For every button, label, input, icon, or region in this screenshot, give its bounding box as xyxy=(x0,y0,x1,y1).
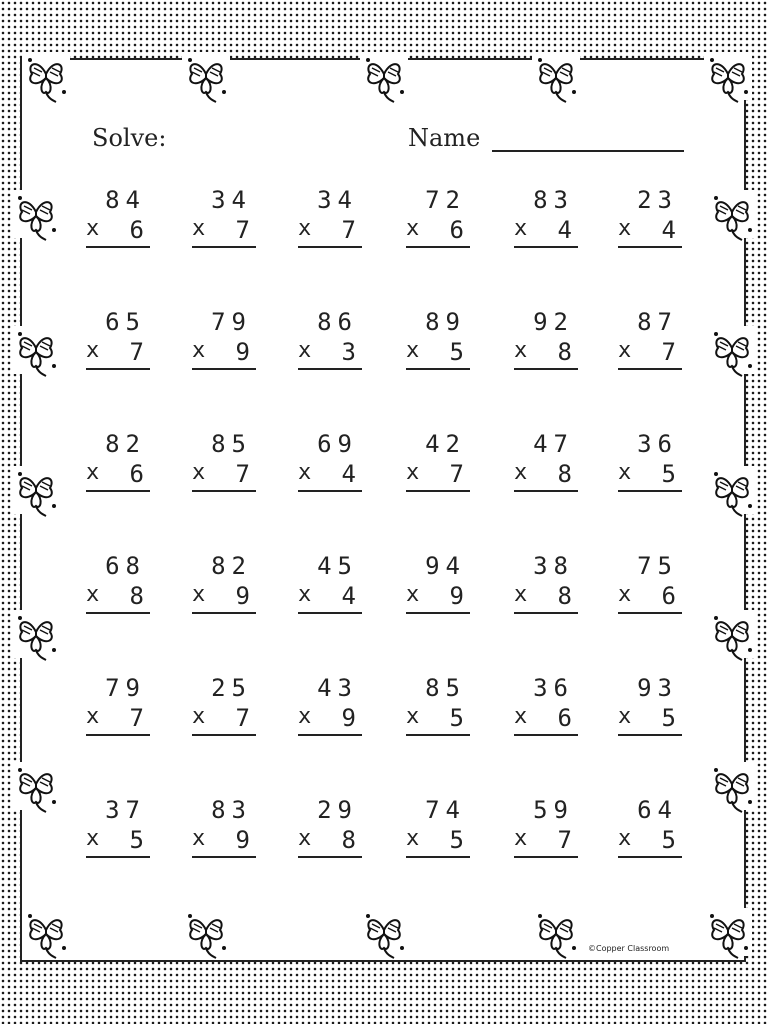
times-sign: x xyxy=(514,582,528,607)
multiplier: 7 xyxy=(449,460,464,488)
multiplicand: 87 xyxy=(637,308,678,336)
multiplier: 7 xyxy=(341,216,356,244)
answer-line[interactable] xyxy=(192,246,256,248)
clover-icon xyxy=(8,186,64,242)
multiplier: 6 xyxy=(661,582,676,610)
times-sign: x xyxy=(406,582,420,607)
multiplicand: 83 xyxy=(533,186,574,214)
times-sign: x xyxy=(514,338,528,363)
multiplicand: 47 xyxy=(533,430,574,458)
math-problem xyxy=(192,552,256,624)
times-sign: x xyxy=(86,216,100,241)
multiplicand: 29 xyxy=(317,796,358,824)
multiplier: 8 xyxy=(341,826,356,854)
clover-icon xyxy=(8,322,64,378)
multiplier: 8 xyxy=(129,582,144,610)
math-problem xyxy=(298,674,362,746)
multiplier: 7 xyxy=(129,338,144,366)
answer-line[interactable] xyxy=(192,612,256,614)
multiplier: 9 xyxy=(235,338,250,366)
multiplicand: 72 xyxy=(425,186,466,214)
answer-line[interactable] xyxy=(86,368,150,370)
math-problem xyxy=(618,552,682,624)
times-sign: x xyxy=(514,826,528,851)
answer-line[interactable] xyxy=(406,490,470,492)
times-sign: x xyxy=(192,216,206,241)
answer-line[interactable] xyxy=(406,368,470,370)
multiplicand: 79 xyxy=(211,308,252,336)
clover-icon xyxy=(178,48,234,104)
times-sign: x xyxy=(298,338,312,363)
multiplier: 5 xyxy=(449,338,464,366)
multiplicand: 82 xyxy=(211,552,252,580)
multiplicand: 83 xyxy=(211,796,252,824)
multiplier: 5 xyxy=(449,826,464,854)
multiplier: 7 xyxy=(235,460,250,488)
math-problem xyxy=(298,796,362,868)
multiplier: 5 xyxy=(661,460,676,488)
multiplicand: 64 xyxy=(637,796,678,824)
math-problem xyxy=(514,308,578,380)
multiplier: 8 xyxy=(557,460,572,488)
clover-icon xyxy=(704,758,760,814)
clover-icon xyxy=(700,48,756,104)
clover-icon xyxy=(356,904,412,960)
multiplicand: 36 xyxy=(533,674,574,702)
clover-icon xyxy=(704,186,760,242)
multiplier: 9 xyxy=(341,704,356,732)
math-problem xyxy=(618,308,682,380)
answer-line[interactable] xyxy=(618,612,682,614)
clover-icon xyxy=(704,322,760,378)
times-sign: x xyxy=(86,704,100,729)
times-sign: x xyxy=(406,460,420,485)
times-sign: x xyxy=(298,216,312,241)
multiplicand: 94 xyxy=(425,552,466,580)
answer-line[interactable] xyxy=(86,490,150,492)
answer-line[interactable] xyxy=(86,856,150,858)
clover-icon xyxy=(8,758,64,814)
multiplicand: 92 xyxy=(533,308,574,336)
multiplicand: 86 xyxy=(317,308,358,336)
multiplier: 4 xyxy=(661,216,676,244)
times-sign: x xyxy=(192,826,206,851)
times-sign: x xyxy=(618,704,632,729)
math-problem xyxy=(86,674,150,746)
answer-line[interactable] xyxy=(406,246,470,248)
multiplier: 4 xyxy=(341,460,356,488)
clover-icon xyxy=(528,904,584,960)
clover-icon xyxy=(18,48,74,104)
problem-grid xyxy=(86,186,686,886)
multiplier: 7 xyxy=(129,704,144,732)
multiplier: 4 xyxy=(557,216,572,244)
multiplicand: 79 xyxy=(105,674,146,702)
multiplier: 7 xyxy=(235,704,250,732)
multiplier: 6 xyxy=(557,704,572,732)
answer-line[interactable] xyxy=(86,246,150,248)
math-problem xyxy=(192,308,256,380)
answer-line[interactable] xyxy=(618,368,682,370)
math-problem xyxy=(514,430,578,502)
multiplier: 7 xyxy=(557,826,572,854)
math-problem xyxy=(298,552,362,624)
multiplicand: 84 xyxy=(105,186,146,214)
answer-line[interactable] xyxy=(406,612,470,614)
multiplier: 5 xyxy=(129,826,144,854)
math-problem xyxy=(618,186,682,258)
multiplier: 5 xyxy=(449,704,464,732)
multiplicand: 85 xyxy=(425,674,466,702)
times-sign: x xyxy=(86,338,100,363)
times-sign: x xyxy=(618,826,632,851)
times-sign: x xyxy=(406,216,420,241)
times-sign: x xyxy=(406,704,420,729)
worksheet-header xyxy=(92,124,692,164)
math-problem xyxy=(406,308,470,380)
math-problem xyxy=(406,186,470,258)
answer-line[interactable] xyxy=(298,490,362,492)
times-sign: x xyxy=(192,704,206,729)
multiplicand: 43 xyxy=(317,674,358,702)
multiplicand: 69 xyxy=(317,430,358,458)
multiplier: 7 xyxy=(661,338,676,366)
multiplier: 3 xyxy=(341,338,356,366)
math-problem xyxy=(618,796,682,868)
math-problem xyxy=(514,186,578,258)
times-sign: x xyxy=(618,216,632,241)
clover-icon xyxy=(528,48,584,104)
times-sign: x xyxy=(406,826,420,851)
times-sign: x xyxy=(86,582,100,607)
math-problem xyxy=(86,430,150,502)
answer-line[interactable] xyxy=(618,856,682,858)
math-problem xyxy=(192,674,256,746)
multiplier: 9 xyxy=(235,826,250,854)
answer-line[interactable] xyxy=(86,734,150,736)
multiplier: 8 xyxy=(557,582,572,610)
math-problem xyxy=(618,674,682,746)
answer-line[interactable] xyxy=(618,490,682,492)
clover-icon xyxy=(356,48,412,104)
multiplicand: 68 xyxy=(105,552,146,580)
math-problem xyxy=(298,430,362,502)
times-sign: x xyxy=(514,216,528,241)
times-sign: x xyxy=(298,826,312,851)
multiplier: 9 xyxy=(235,582,250,610)
multiplicand: 25 xyxy=(211,674,252,702)
clover-icon xyxy=(8,606,64,662)
multiplier: 6 xyxy=(129,216,144,244)
answer-line[interactable] xyxy=(514,734,578,736)
times-sign: x xyxy=(192,582,206,607)
multiplicand: 74 xyxy=(425,796,466,824)
math-problem xyxy=(192,186,256,258)
clover-icon xyxy=(704,606,760,662)
math-problem xyxy=(192,430,256,502)
times-sign: x xyxy=(618,338,632,363)
multiplicand: 34 xyxy=(211,186,252,214)
clover-icon xyxy=(700,904,756,960)
math-problem xyxy=(406,430,470,502)
answer-line[interactable] xyxy=(298,856,362,858)
answer-line[interactable] xyxy=(514,246,578,248)
multiplier: 5 xyxy=(661,704,676,732)
multiplicand: 45 xyxy=(317,552,358,580)
name-blank-line[interactable] xyxy=(492,150,684,152)
solve-label: Solve: xyxy=(92,124,167,152)
clover-icon xyxy=(704,462,760,518)
multiplicand: 38 xyxy=(533,552,574,580)
math-problem xyxy=(86,552,150,624)
answer-line[interactable] xyxy=(86,612,150,614)
name-label: Name xyxy=(408,124,481,152)
times-sign: x xyxy=(618,582,632,607)
multiplicand: 82 xyxy=(105,430,146,458)
multiplicand: 59 xyxy=(533,796,574,824)
math-problem xyxy=(514,674,578,746)
answer-line[interactable] xyxy=(514,612,578,614)
answer-line[interactable] xyxy=(192,856,256,858)
times-sign: x xyxy=(514,704,528,729)
answer-line[interactable] xyxy=(298,368,362,370)
multiplicand: 42 xyxy=(425,430,466,458)
math-problem xyxy=(618,430,682,502)
times-sign: x xyxy=(406,338,420,363)
answer-line[interactable] xyxy=(192,734,256,736)
times-sign: x xyxy=(298,704,312,729)
answer-line[interactable] xyxy=(618,246,682,248)
answer-line[interactable] xyxy=(298,246,362,248)
multiplicand: 89 xyxy=(425,308,466,336)
math-problem xyxy=(192,796,256,868)
math-problem xyxy=(406,552,470,624)
times-sign: x xyxy=(86,826,100,851)
math-problem xyxy=(86,796,150,868)
math-problem xyxy=(298,186,362,258)
math-problem xyxy=(514,552,578,624)
answer-line[interactable] xyxy=(192,490,256,492)
clover-icon xyxy=(18,904,74,960)
math-problem xyxy=(406,796,470,868)
multiplier: 5 xyxy=(661,826,676,854)
multiplier: 4 xyxy=(341,582,356,610)
times-sign: x xyxy=(514,460,528,485)
multiplicand: 65 xyxy=(105,308,146,336)
answer-line[interactable] xyxy=(514,490,578,492)
times-sign: x xyxy=(618,460,632,485)
multiplier: 9 xyxy=(449,582,464,610)
clover-icon xyxy=(8,462,64,518)
multiplicand: 34 xyxy=(317,186,358,214)
answer-line[interactable] xyxy=(618,734,682,736)
multiplier: 8 xyxy=(557,338,572,366)
answer-line[interactable] xyxy=(406,856,470,858)
multiplicand: 75 xyxy=(637,552,678,580)
multiplier: 6 xyxy=(449,216,464,244)
times-sign: x xyxy=(298,582,312,607)
copyright-text: ©Copper Classroom xyxy=(588,944,670,953)
multiplicand: 37 xyxy=(105,796,146,824)
multiplier: 7 xyxy=(235,216,250,244)
math-problem xyxy=(298,308,362,380)
clover-icon xyxy=(178,904,234,960)
math-problem xyxy=(86,308,150,380)
answer-line[interactable] xyxy=(514,856,578,858)
multiplicand: 36 xyxy=(637,430,678,458)
multiplicand: 23 xyxy=(637,186,678,214)
math-problem xyxy=(514,796,578,868)
times-sign: x xyxy=(86,460,100,485)
answer-line[interactable] xyxy=(514,368,578,370)
math-problem xyxy=(406,674,470,746)
answer-line[interactable] xyxy=(192,368,256,370)
multiplicand: 93 xyxy=(637,674,678,702)
multiplicand: 85 xyxy=(211,430,252,458)
times-sign: x xyxy=(192,338,206,363)
times-sign: x xyxy=(298,460,312,485)
answer-line[interactable] xyxy=(406,734,470,736)
answer-line[interactable] xyxy=(298,734,362,736)
times-sign: x xyxy=(192,460,206,485)
multiplier: 6 xyxy=(129,460,144,488)
math-problem xyxy=(86,186,150,258)
answer-line[interactable] xyxy=(298,612,362,614)
